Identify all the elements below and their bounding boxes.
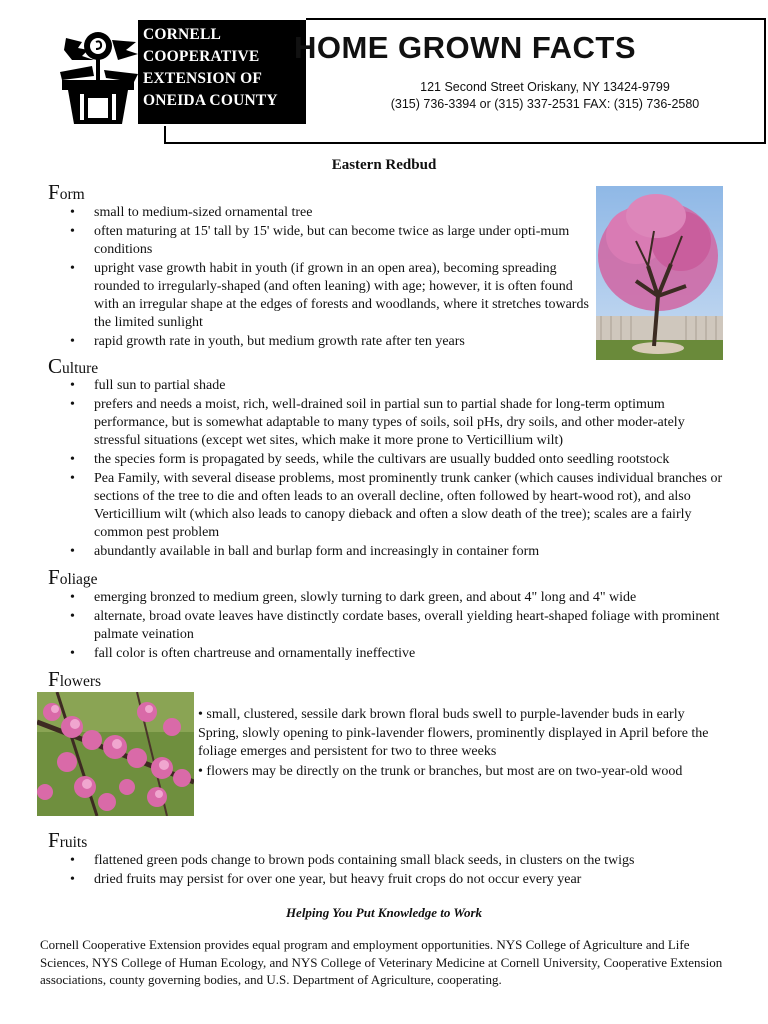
list-item: • upright vase growth habit in youth (if grown in an open area), becoming spreading rounded to irregularly-shaped (and often leaning) with age; however, it is often found with an irregular shape at the edges of forests and woodlands, where it stretches towards the limited sunlight bbox=[70, 260, 600, 332]
flowers-text bbox=[198, 706, 728, 782]
section-heading-fruits: Fruits bbox=[48, 828, 88, 852]
list-item: • the species form is propagated by seeds, while the cultivars are usually budded onto seedling rootstock bbox=[70, 451, 725, 469]
document-title: Eastern Redbud bbox=[331, 157, 437, 173]
fruits-list bbox=[70, 852, 725, 890]
list-item: • small, clustered, sessile dark brown floral buds swell to purple-lavender buds in early Spring, slowly opening to pink-lavender flowers, prominently displayed in April before the foliage emerges and persistent for two to three weeks bbox=[198, 707, 709, 759]
phone: (315) 736-3394 or (315) 337-2531 FAX: (315) 736-2580 bbox=[390, 97, 700, 111]
foliage-list bbox=[70, 589, 725, 664]
list-item: • small to medium-sized ornamental tree bbox=[70, 204, 600, 222]
list-item: • prefers and needs a moist, rich, well-drained soil in partial sun to partial shade for long-term optimum performance, but is somewhat adaptable to many types of soils, soil pHs, dry soils, and other moder-ately stressful situations (except wet sites, which make it more prone to Verticillium wilt) bbox=[70, 396, 725, 450]
tagline: Helping You Put Knowledge to Work bbox=[285, 905, 483, 920]
redbud-tree-photo bbox=[596, 186, 723, 360]
list-item: • flowers may be directly on the trunk or branches, but most are on two-year-old wood bbox=[198, 763, 683, 779]
list-item: • abundantly available in ball and burlap form and increasingly in container form bbox=[70, 543, 725, 561]
list-item: • flattened green pods change to brown pods containing small black seeds, in clusters on the twigs bbox=[70, 852, 725, 870]
address: 121 Second Street Oriskany, NY 13424-9799 bbox=[420, 80, 670, 94]
org-line: COOPERATIVE bbox=[143, 48, 260, 65]
list-item: • alternate, broad ovate leaves have distinctly cordate bases, overall yielding heart-shaped foliage with prominent palmate veination bbox=[70, 608, 725, 644]
org-line: EXTENSION OF bbox=[143, 70, 263, 87]
cce-logo-icon bbox=[52, 20, 142, 126]
section-heading-culture: Culture bbox=[48, 354, 99, 378]
list-item: • full sun to partial shade bbox=[70, 377, 725, 395]
newsletter-title: HOME GROWN FACTS bbox=[293, 30, 637, 65]
list-item: • often maturing at 15' tall by 15' wide, but can become twice as large under opti-mum conditions bbox=[70, 223, 600, 259]
list-item: • fall color is often chartreuse and ornamentally ineffective bbox=[70, 645, 725, 663]
section-heading-form: Form bbox=[48, 180, 85, 204]
redbud-flowers-photo bbox=[37, 692, 194, 816]
org-line: ONEIDA COUNTY bbox=[143, 92, 278, 109]
list-item: • rapid growth rate in youth, but medium growth rate after ten years bbox=[70, 333, 600, 351]
section-heading-flowers: Flowers bbox=[48, 667, 102, 691]
list-item: • emerging bronzed to medium green, slowly turning to dark green, and about 4" long and 4" wide bbox=[70, 589, 725, 607]
section-heading-foliage: Foliage bbox=[48, 565, 98, 589]
form-list bbox=[70, 204, 600, 352]
list-item: • dried fruits may persist for over one year, but heavy fruit crops do not occur every year bbox=[70, 871, 725, 889]
culture-list bbox=[70, 377, 725, 562]
footer-disclaimer: Cornell Cooperative Extension provides equal program and employment opportunities. NYS College of Agriculture and Life Sciences, NYS College of Human Ecology, and NYS College of Veterinary Medicine at Cornell University, Cooperative Extension associations, county governing bodies, and U.S. Department of Agriculture, cooperating. bbox=[40, 937, 723, 987]
org-line: CORNELL bbox=[143, 26, 222, 43]
contact-block bbox=[330, 79, 760, 113]
list-item: • Pea Family, with several disease problems, most prominently trunk canker (which causes individual branches or sections of the tree to die and often leads to an overall decline, often followed by heart-wood rot), and also Verticillium wilt (which also leads to canopy dieback and often a slow death of the tree); scales are a fairly common pest problem bbox=[70, 470, 725, 542]
